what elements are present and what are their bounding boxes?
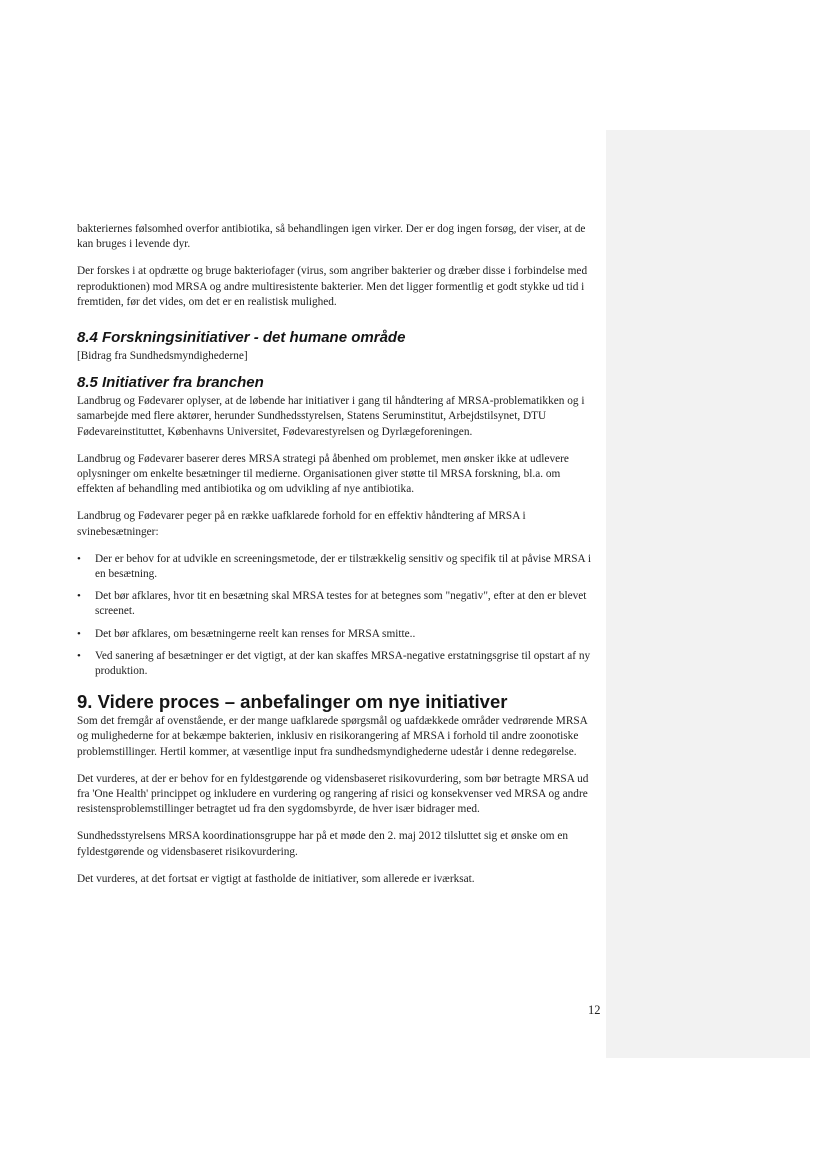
paragraph: Sundhedsstyrelsens MRSA koordinationsgruppe har på et møde den 2. maj 2012 tilsluttet sig et ønske om en fyldestgørende og vidensbaseret risikovurdering. — [77, 830, 569, 858]
scan-shadow — [606, 130, 810, 1058]
list-item — [77, 627, 599, 642]
heading-9: 9. Videre proces – anbefalinger om nye initiativer — [77, 691, 508, 713]
list-item-text: Det bør afklares, om besætningerne reelt kan renses for MRSA smitte.. — [95, 627, 416, 640]
list-item-text: Det bør afklares, hvor tit en besætning skal MRSA testes for at betegnes som "negativ", efter at den er blevet screenet. — [95, 590, 587, 618]
list-item — [77, 589, 599, 619]
heading-8-4: 8.4 Forskningsinitiativer - det humane område — [77, 329, 406, 347]
bullet-icon: • — [77, 552, 81, 565]
bullet-icon: • — [77, 627, 81, 640]
list-item — [77, 649, 599, 679]
bullet-icon: • — [77, 649, 81, 662]
paragraph: Det vurderes, at der er behov for en fyldestgørende og vidensbaseret risikovurdering, som bør betragte MRSA ud fra 'One Health' princippet og inkludere en vurdering og rangering af risici og konsekvenser ved MRSA og andre resistensproblemstillinger betragtet ud fra den sygdomsbyrde, de hver især bidrager med. — [77, 772, 589, 816]
paragraph: Landbrug og Fødevarer peger på en række uafklarede forhold for en effektiv håndtering af MRSA i svinebesætninger: — [77, 510, 526, 538]
bullet-icon: • — [77, 590, 81, 603]
page-number: 12 — [588, 1003, 601, 1017]
paragraph: Der forskes i at opdrætte og bruge bakteriofager (virus, som angriber bakterier og dræber disse i forbindelse med reproduktionen) mod MRSA og andre multiresistente bakterier. Men det ligger formentlig et godt stykke ud tid i fremtiden, før det vides, om det er en realistisk mulighed. — [77, 265, 588, 308]
list-item-text: Der er behov for at udvikle en screeningsmetode, der er tilstrækkelig sensitiv og specifik til at påvise MRSA i en besætning. — [95, 552, 592, 581]
paragraph: Landbrug og Fødevarer baserer deres MRSA strategi på åbenhed om problemet, men ønsker ikke at udlevere oplysninger om enkelte besætninger til medierne. Organisationen giver støtte til MRSA forskning, bl.a. om effekten af behandling med antibiotika og om udvikling af nye antibiotika. — [77, 452, 569, 496]
paragraph: Landbrug og Fødevarer oplyser, at de løbende har initiativer i gang til håndtering af MRSA-problematikken og i samarbejde med flere aktører, herunder Sundhedsstyrelsen, Statens Seruminstitut, Arbejdstilsynet, DTU Fødevareinstituttet, Københavns Universitet, Fødevarestyrelsen og Dyrlægeforeningen. — [77, 395, 585, 438]
contribution-note: [Bidrag fra Sundhedsmyndighederne] — [77, 350, 248, 363]
paragraph: Det vurderes, at det fortsat er vigtigt at fastholde de initiativer, som allerede er iværksat. — [77, 872, 475, 885]
document-body — [77, 222, 599, 899]
list-item — [77, 552, 599, 582]
heading-8-5: 8.5 Initiativer fra branchen — [77, 374, 264, 392]
paragraph: bakteriernes følsomhed overfor antibiotika, så behandlingen igen virker. Der er dog ingen forsøg, der viser, at de kan bruges i levende dyr. — [77, 223, 586, 251]
bullet-list — [77, 552, 599, 679]
list-item-text: Ved sanering af besætninger er det vigtigt, at der kan skaffes MRSA-negative erstatningsgrise til opstart af ny produktion. — [95, 649, 591, 678]
paragraph: Som det fremgår af ovenstående, er der mange uafklarede spørgsmål og uafdækkede områder vedrørende MRSA og mulighederne for at bekæmpe bakterien, inklusiv en risikorangering af MRSA i forhold til andre zoonotiske problemstillinger. Hertil kommer, at væsentlige input fra sundhedsmyndighederne udestår i denne redegørelse. — [77, 715, 588, 758]
